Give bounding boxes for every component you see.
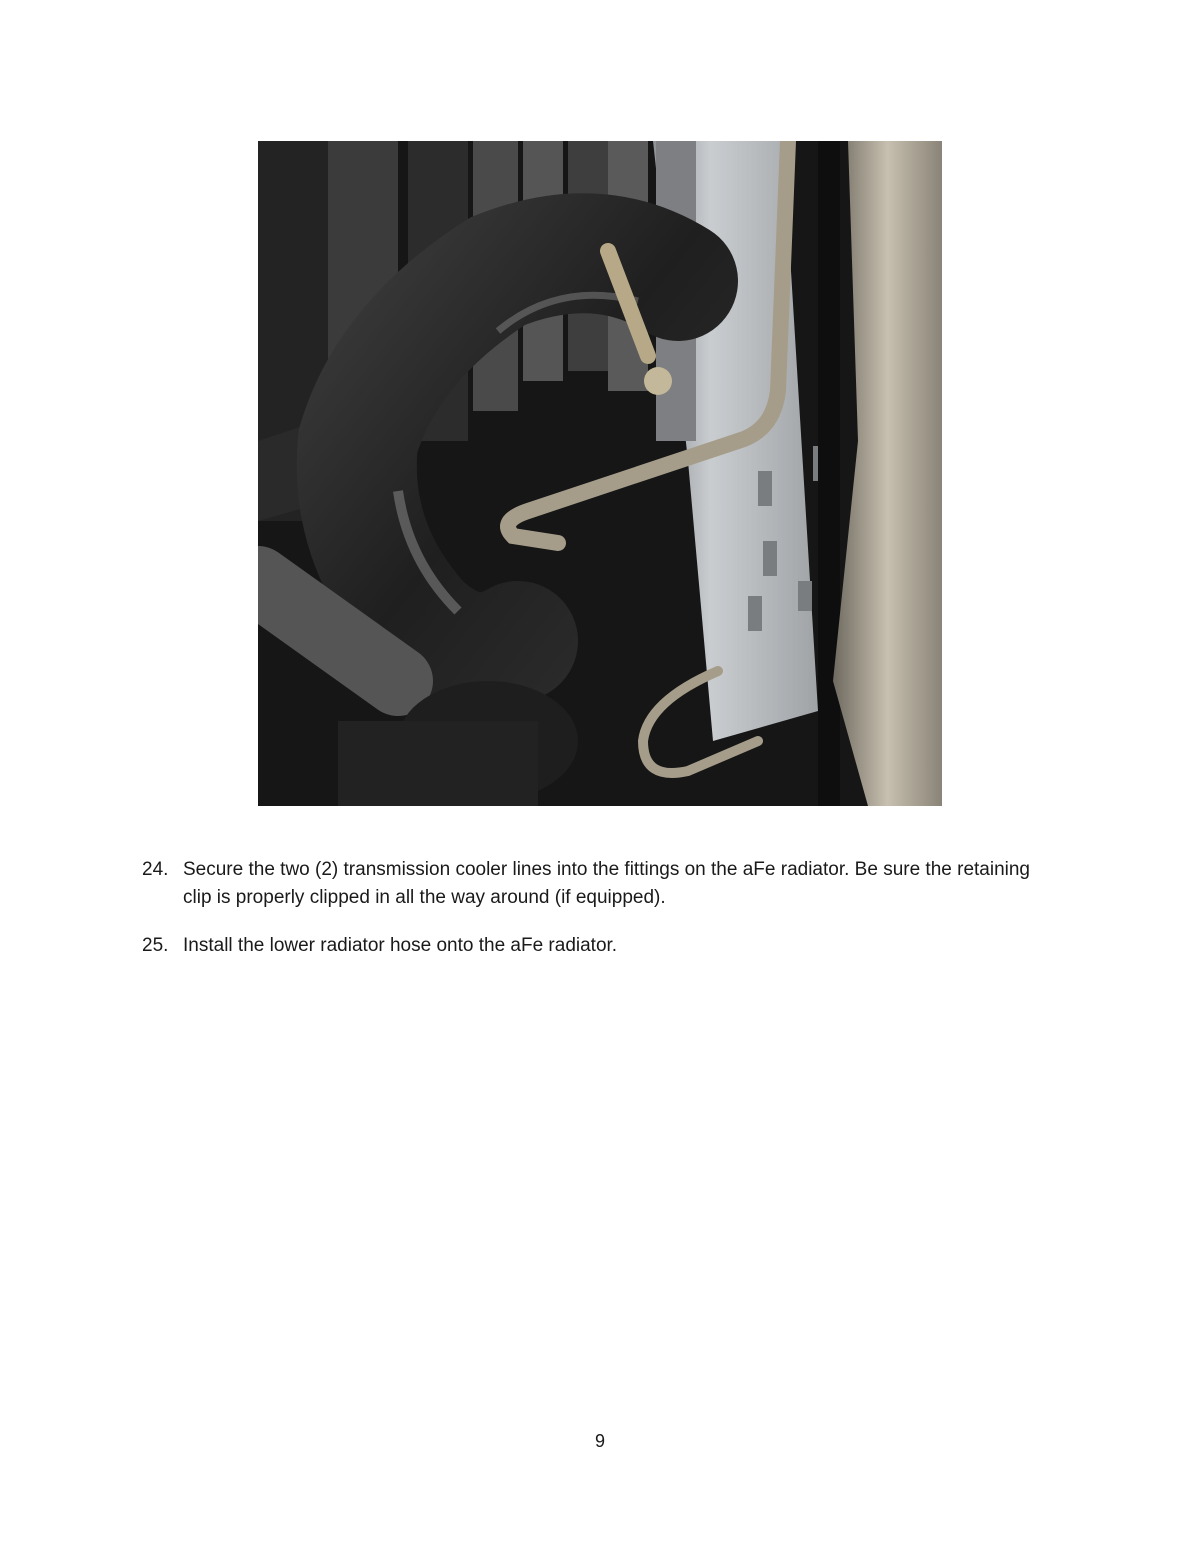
step-text: Secure the two (2) transmission cooler lines into the fittings on the aFe radiator. Be sure the retaining clip is properly clipped in all the way around (if equipped). (183, 859, 1031, 908)
step-24 (142, 856, 1042, 912)
step-number: 24. (142, 859, 169, 880)
installation-photo (258, 141, 942, 806)
radiator-hose-photo-illustration (258, 141, 942, 806)
instruction-steps (142, 856, 1042, 980)
step-25 (142, 932, 1042, 960)
step-text: Install the lower radiator hose onto the aFe radiator. (183, 935, 618, 956)
step-number: 25. (142, 935, 169, 956)
page-number: 9 (594, 1431, 605, 1451)
